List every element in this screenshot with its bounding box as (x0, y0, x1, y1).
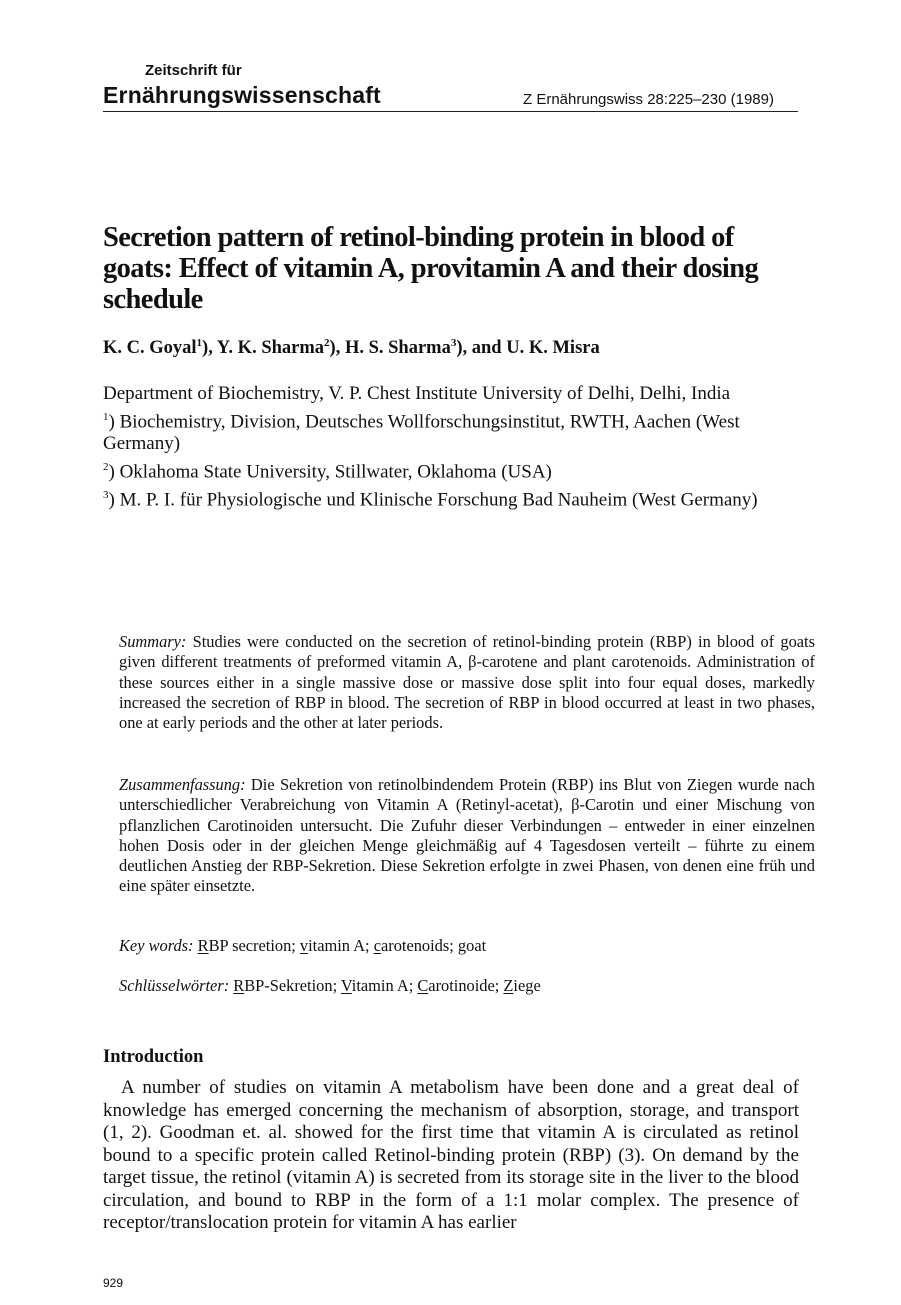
zusammenfassung-text: Die Sekretion von retinolbindendem Protein (RBP) ins Blut von Ziegen wurde nach unterschiedlicher Verabreichung von Vitamin A (Retinyl-acetat), β-Carotin und einer Mischung von pflanzlichen Carotinoiden untersucht. Die Zufuhr dieser Verbindungen – entweder in einer einzelnen hohen Dosis oder in der gleichen Menge gleichmäßig auf 4 Tagesdosen verteilt – führte zu einem deutlichen Anstieg der RBP-Sekretion. Diese Sekretion erfolgte in zwei Phasen, von denen eine früh und eine später einsetzte. (119, 775, 815, 896)
keyword (233, 976, 341, 995)
keyword-rest: arotenoids (380, 936, 450, 955)
keyword (374, 936, 458, 955)
keyword-rest: BP secretion (208, 936, 292, 955)
affiliation-main (103, 383, 803, 406)
keyword-separator: ; (408, 976, 418, 995)
author-mark: 3 (450, 337, 457, 349)
affiliation-3 (103, 484, 803, 512)
author-name: H. S. Sharma (344, 338, 451, 359)
keyword-initial: R (233, 976, 245, 995)
keywords-label: Key words: (119, 936, 194, 955)
author-4: U. K. Misra (506, 338, 600, 359)
affiliation-mark: 3 (103, 488, 109, 501)
summary-label: Summary: (119, 632, 187, 651)
affiliation-text: Department of Biochemistry, V. P. Chest Institute University of Delhi, Delhi, India (103, 383, 731, 404)
author-3 (345, 338, 506, 358)
keyword-rest: goat (457, 936, 487, 955)
keyword-rest: BP-Sekretion (244, 976, 333, 995)
affiliation-2 (103, 456, 803, 484)
keyword (341, 976, 417, 995)
keyword-initial: V (340, 976, 352, 995)
keyword-initial: v (299, 936, 309, 955)
author-separator: ), (329, 338, 345, 359)
zusammenfassung-paragraph (103, 775, 815, 897)
affiliation-mark: 1 (103, 410, 109, 423)
zusammenfassung-label: Zusammenfassung: (119, 775, 246, 794)
keyword-initial: Z (503, 976, 514, 995)
author-separator: ), (202, 338, 217, 359)
summary-paragraph (103, 632, 815, 733)
keyword (417, 976, 503, 995)
keyword (300, 936, 374, 955)
keyword-separator: ; (449, 936, 458, 955)
citation: Z Ernährungswiss 28:225–230 (1989) (523, 91, 774, 108)
author-list (103, 337, 600, 359)
author-name: K. C. Goyal (103, 338, 197, 359)
affiliation-1 (103, 406, 803, 456)
author-mark: 1 (196, 337, 203, 349)
affiliations (103, 383, 803, 511)
affiliation-text: ) Biochemistry, Division, Deutsches Wollforschungsinstitut, RWTH, Aachen (West Germany) (103, 410, 740, 455)
author-2 (217, 338, 345, 358)
keyword-rest: itamin A (308, 936, 366, 955)
introduction-paragraph: A number of studies on vitamin A metabolism have been done and a great deal of knowledge has emerged concerning the mechanism of absorption, storage, and transport (1, 2). Goodman et. al. showed for the first time that vitamin A is circulated as retinol bound to a specific protein called Retinol-binding protein (RBP) (3). On demand by the target tissue, the retinol (vitamin A) is secreted from its storage site in the liver to the blood circulation, and bound to RBP in the form of a 1:1 molar complex. The presence of receptor/translocation protein for vitamin A has earlier (103, 1077, 799, 1233)
keyword-separator: ; (365, 936, 374, 955)
article-title: Secretion pattern of retinol-binding protein in blood of goats: Effect of vitamin A, provitamin A and their dosing schedule (103, 222, 759, 315)
schluesselwoerter-line (103, 976, 815, 996)
journal-name: Ernährungswissenschaft (103, 82, 381, 108)
affiliation-text: ) Oklahoma State University, Stillwater, Oklahoma (USA) (108, 461, 552, 483)
affiliation-mark: 2 (103, 460, 109, 473)
keyword-initial: R (197, 936, 209, 955)
summary-text: Studies were conducted on the secretion of retinol-binding protein (RBP) in blood of goats given different treatments of preformed vitamin A, β-carotene and plant carotenoids. Administration of these sources either in a single massive dose or massive dose split into four equal doses, markedly increased the secretion of RBP in blood. The secretion of RBP in blood occurred at least in two phases, one at early periods and the other at later periods. (119, 632, 815, 733)
introduction-heading: Introduction (103, 1047, 204, 1067)
schluesselwoerter-label: Schlüsselwörter: (119, 976, 230, 995)
affiliation-text: ) M. P. I. für Physiologische und Klinische Forschung Bad Nauheim (West Germany) (108, 488, 758, 510)
author-mark: 2 (324, 337, 330, 349)
keyword-rest: itamin A (351, 976, 409, 995)
author-1 (103, 338, 217, 358)
page-number: 929 (103, 1276, 124, 1290)
keyword (503, 976, 540, 995)
keywords-line (103, 936, 815, 956)
keyword-separator: ; (494, 976, 504, 995)
journal-name-small: Zeitschrift für (145, 62, 242, 79)
keyword-rest: arotinoide (428, 976, 495, 995)
keyword-initial: C (417, 976, 429, 995)
keyword-initial: c (373, 936, 381, 955)
author-name: Y. K. Sharma (216, 338, 325, 359)
keyword (458, 936, 486, 955)
author-separator: ), and (456, 338, 507, 359)
keyword-separator: ; (332, 976, 341, 995)
keyword-separator: ; (291, 936, 300, 955)
keyword (198, 936, 300, 955)
keyword-rest: iege (513, 976, 541, 995)
header-rule (103, 111, 798, 112)
